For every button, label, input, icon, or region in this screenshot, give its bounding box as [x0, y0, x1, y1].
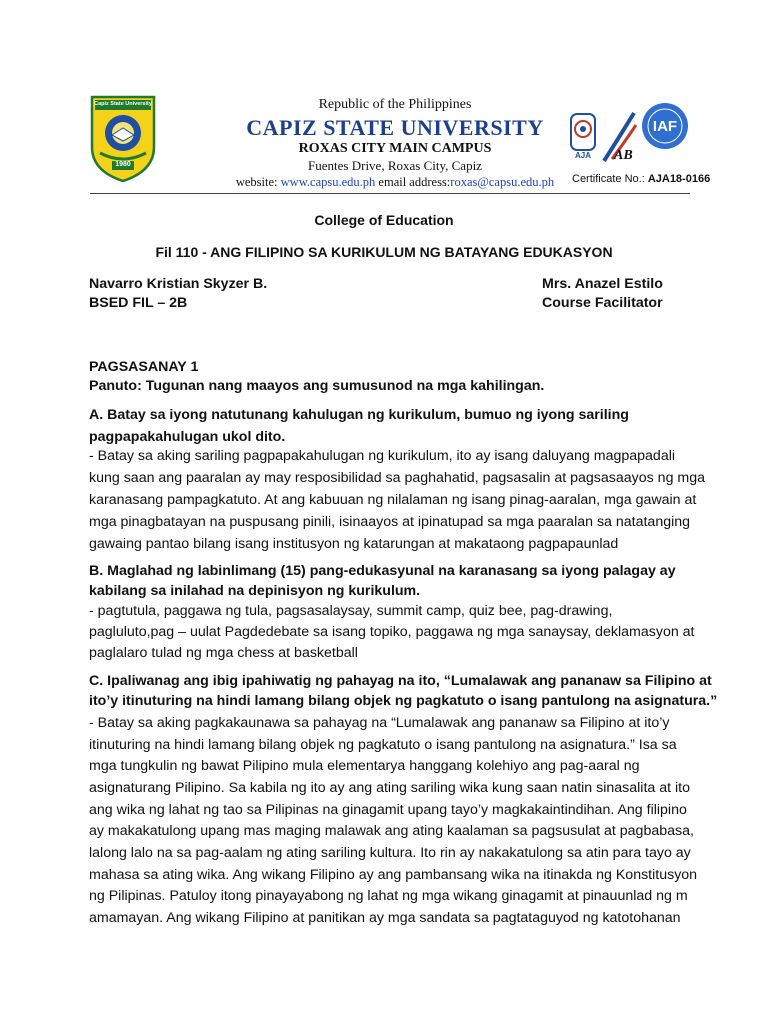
answer-c-line: asignaturang Pilipino. Sa kabila ng ito ay ang ating sariling wika kung saan natin sinasalita at ito: [89, 780, 690, 796]
question-a-line: pagpapakahulugan ukol dito.: [89, 429, 286, 445]
answer-a-line: kung saan ang paaralan ay may resposibilidad sa paghahatid, pagsasalin at pagsasaayos ng mga: [89, 470, 705, 486]
facilitator-role: Course Facilitator: [542, 295, 663, 311]
answer-c-line: ng Pilipinas. Patuloy itong pinayayabong ng lahat ng mga wikang ginagamit at pinauunlad ng m: [89, 888, 688, 904]
course-heading: Fil 110 - ANG FILIPINO SA KURIKULUM NG BATAYANG EDUKASYON: [155, 244, 613, 260]
student-program: BSED FIL – 2B: [89, 295, 188, 311]
certificate-number: [572, 173, 710, 185]
university-name: CAPIZ STATE UNIVERSITY: [246, 115, 544, 140]
seal-year: 1980: [115, 161, 131, 168]
answer-a-line: karanasang pampagkatuto. At ang kabuuan ng nilalaman ng isang pinag-aaralan, mga gawain at: [89, 492, 697, 508]
letterhead: [90, 95, 711, 195]
answer-c-line: amamayan. Ang wikang Filipino at panitikan ay mga sandata sa pagtataguyod ng katotohanan: [89, 910, 681, 926]
facilitator-name: Mrs. Anazel Estilo: [542, 276, 663, 292]
svg-text:AB: AB: [614, 148, 633, 163]
campus-name: ROXAS CITY MAIN CAMPUS: [298, 141, 492, 156]
seal-label: Capiz State University: [94, 101, 152, 107]
instructions: Panuto: Tugunan nang maayos ang sumusunod na mga kahilingan.: [89, 378, 545, 394]
website-link[interactable]: www.capsu.edu.ph: [280, 175, 376, 189]
contact-line: [210, 175, 580, 190]
question-b-line: B. Maglahad ng labinlimang (15) pang-edukasyunal na karanasang sa iyong palagay ay: [89, 563, 676, 579]
answer-a-line: mga pinagbatayan na puspusang pinili, isinaayos at ipinatupad sa mga paaralan sa natatanging: [89, 514, 691, 530]
republic-line: Republic of the Philippines: [318, 97, 472, 112]
email-link[interactable]: roxas@capsu.edu.ph: [450, 175, 555, 189]
certificate-value: AJA18-0166: [647, 173, 711, 185]
answer-c-line: mga tungkulin ng bawat Pilipino mula elementarya hanggang kolehiyo ang pag-aaral ng: [89, 758, 640, 774]
question-c-line: ito’y itinuturing na hindi lamang bilang objek ng pagkatuto o isang pantulong na asignatura.”: [89, 693, 718, 709]
exercise-title: PAGSASANAY 1: [89, 359, 199, 375]
answer-c-line: ang wika ng lahat ng tao sa Pilipinas na ginagamit upang tayo’y magkakaintindihan. Ang filipino: [89, 802, 687, 818]
certificate-label: Certificate No.:: [572, 173, 645, 185]
header-divider: [90, 193, 690, 194]
question-b-line: kabilang sa inilahad na depinisyon ng kurikulum.: [89, 583, 421, 599]
answer-c-line: - Batay sa aking pagkakaunawa sa pahayag na “Lumalawak ang pananaw sa Filipino at ito’y: [89, 715, 670, 731]
university-seal-logo: [90, 95, 156, 183]
answer-c-line: itinuturing na hindi lamang bilang objek ng pagkatuto o isang pantulong na asignatura.” Isa sa: [89, 737, 677, 753]
answer-b-line: pagluluto,pag – uulat Pagdedebate sa isang topiko, paggawa ng mga sanaysay, deklamasyon at: [89, 624, 695, 640]
question-c-line: C. Ipaliwanag ang ibig ipahiwatig ng pahayag na ito, “Lumalawak ang pananaw sa Filipino at: [89, 673, 712, 689]
answer-a-line: gawaing pantao bilang isang institusyon ng katarungan at makataong pagpapaunlad: [89, 536, 619, 552]
email-label: email address:: [378, 175, 451, 189]
answer-c-line: mahasa sa ating wika. Ang wikang Filipino ay ang pambansang wika na itinakda ng Konstitusyon: [89, 867, 698, 883]
answer-a-line: - Batay sa aking sariling pagpapakahulugan ng kurikulum, ito ay isang daluyang magpapadali: [89, 448, 676, 464]
aja-label: AJA: [574, 151, 591, 160]
answer-c-line: lalong lalo na sa pag-aalam ng ating sariling kultura. Ito rin ay nakakatulong sa atin para tayo ay: [89, 845, 691, 861]
letterhead-text: [210, 95, 580, 190]
answer-c-line: ay makakatulong upang mas maging malawak ang ating kaalaman sa pagsusulat at pagbabasa,: [89, 823, 694, 839]
iaf-label: IAF: [652, 118, 678, 135]
jab-logo: [598, 109, 638, 165]
campus-address: Fuentes Drive, Roxas City, Capiz: [308, 158, 482, 173]
answer-b-line: - pagtutula, paggawa ng tula, pagsasalaysay, summit camp, quiz bee, pag-drawing,: [89, 603, 613, 619]
website-label: website:: [235, 175, 278, 189]
college-heading: College of Education: [314, 212, 454, 228]
student-name: Navarro Kristian Skyzer B.: [89, 276, 268, 292]
answer-b-line: paglalaro tulad ng mga chess at basketball: [89, 645, 358, 661]
question-a-line: A. Batay sa iyong natutunang kahulugan ng kurikulum, bumuo ng iyong sariling: [89, 407, 629, 423]
